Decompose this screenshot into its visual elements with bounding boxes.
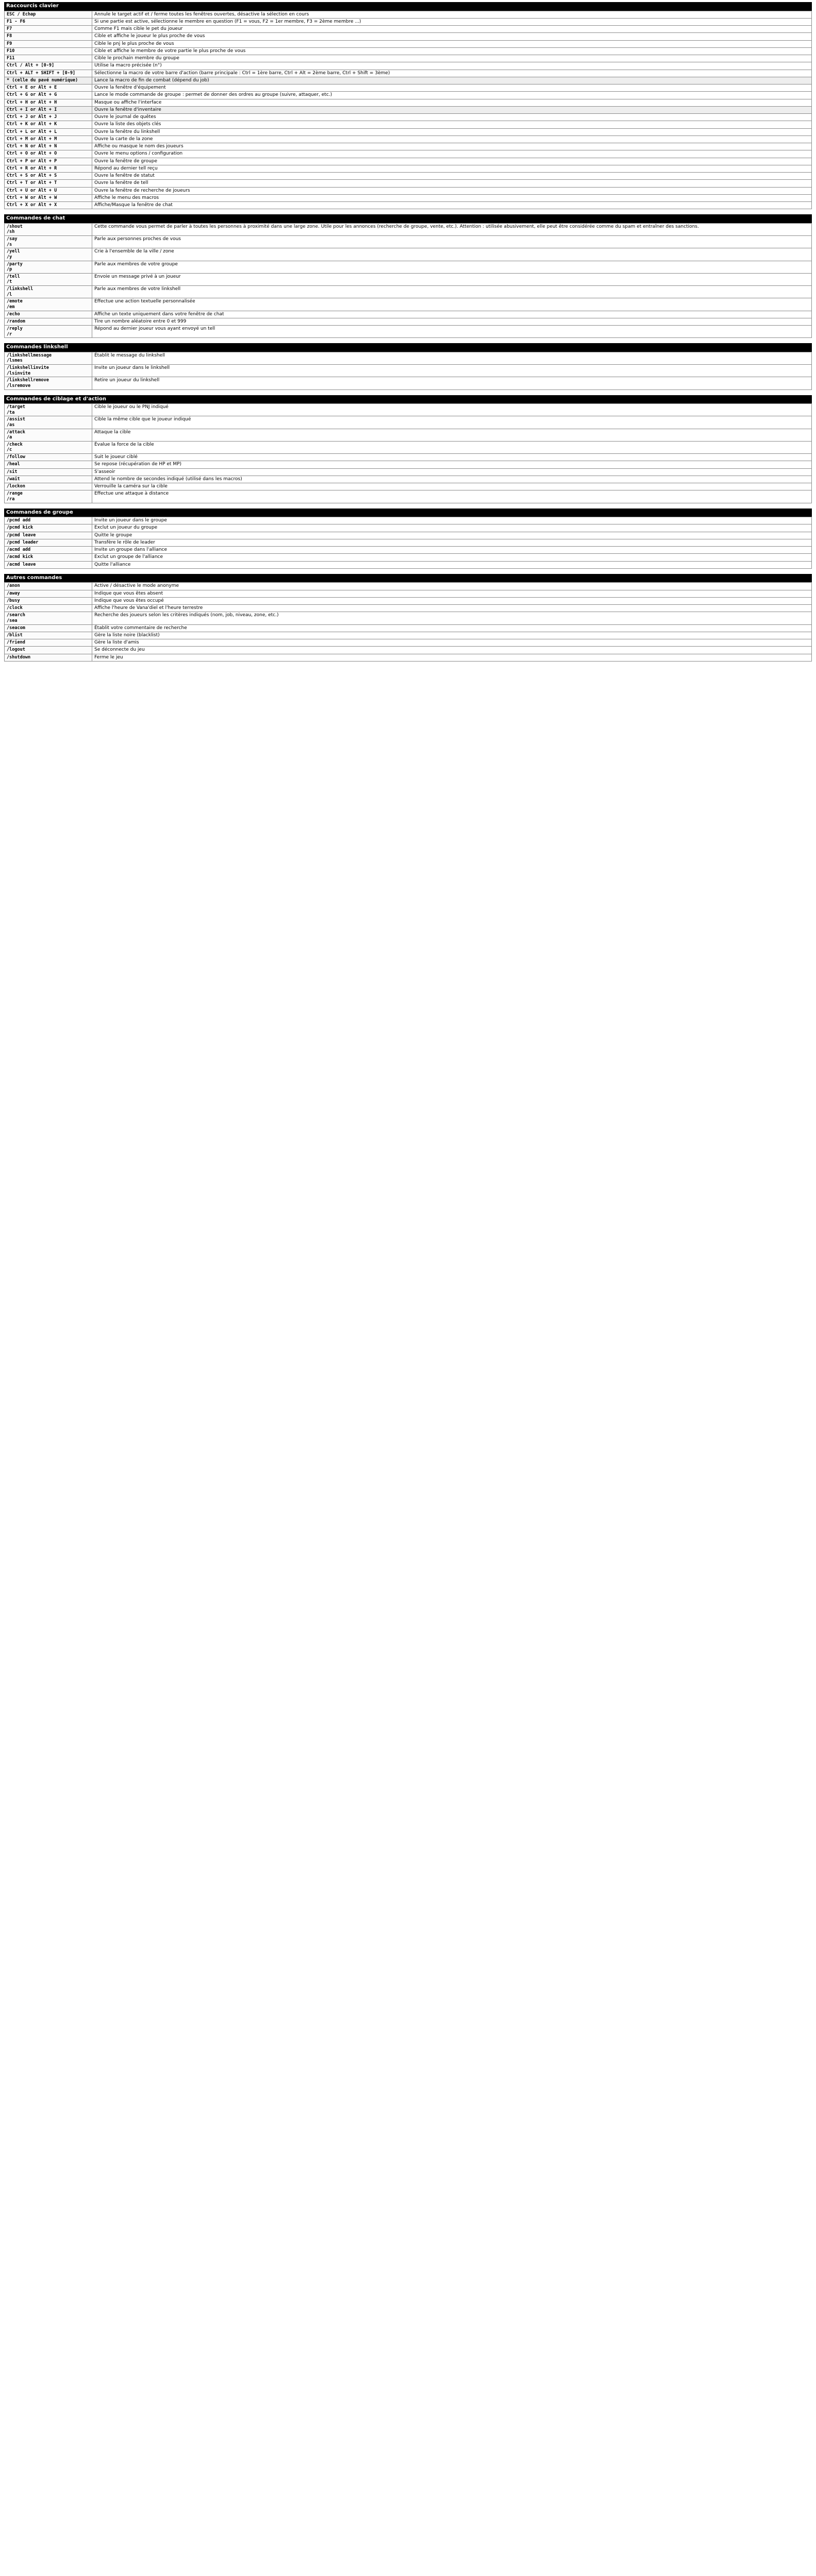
command-row: [5, 26, 812, 33]
command-row: [5, 454, 812, 461]
command-key: Ctrl + M or Alt + M: [5, 135, 92, 143]
command-description: Cible le pnj le plus proche de vous: [92, 40, 812, 47]
command-key: /follow: [5, 454, 92, 461]
command-description: Ouvre la fenêtre de statut: [92, 173, 812, 180]
section-title: Commandes linkshell: [4, 343, 812, 352]
command-description: Affiche/Masque la fenêtre de chat: [92, 202, 812, 209]
command-description: Affiche l'heure de Vana'diel et l'heure terrestre: [92, 605, 812, 612]
command-row: [5, 99, 812, 106]
command-description: Tire un nombre aléatoire entre 0 et 999: [92, 318, 812, 325]
command-description: Quitte l'alliance: [92, 561, 812, 568]
command-row: [5, 202, 812, 209]
command-key: /sit: [5, 468, 92, 476]
command-key: /linkshellremove /lsremove: [5, 377, 92, 389]
command-description: Ouvre le journal de quêtes: [92, 114, 812, 121]
command-description: Verrouille la caméra sur la cible: [92, 483, 812, 490]
command-description: Attend le nombre de secondes indiqué (utilisé dans les macros): [92, 476, 812, 483]
command-description: Ouvre la fenêtre de tell: [92, 180, 812, 187]
command-row: [5, 248, 812, 261]
command-row: [5, 352, 812, 364]
command-row: [5, 547, 812, 554]
command-key: /emote /em: [5, 298, 92, 311]
command-row: [5, 416, 812, 429]
command-key: /heal: [5, 461, 92, 468]
section-title: Commandes de chat: [4, 214, 812, 223]
command-description: Indique que vous êtes occupé: [92, 597, 812, 604]
command-row: [5, 583, 812, 590]
command-description: Annule le target actif et / ferme toutes les fenêtres ouvertes, désactive la sélection en cours: [92, 11, 812, 18]
command-key: /linkshellmessage /lsmes: [5, 352, 92, 364]
command-row: [5, 11, 812, 18]
command-row: [5, 524, 812, 532]
command-description: Sélectionne la macro de votre barre d'action (barre principale : Ctrl = 1ère barre, Ctrl + Alt = 2ème barre, Ctrl + Shift = 3ème): [92, 70, 812, 77]
command-row: [5, 461, 812, 468]
command-description: S'asseoir: [92, 468, 812, 476]
command-key: /linkshellinvite /lsinvite: [5, 365, 92, 377]
command-description: Masque ou affiche l'interface: [92, 99, 812, 106]
command-row: [5, 286, 812, 298]
command-description: Comme F1 mais cible le pet du joueur: [92, 26, 812, 33]
command-key: /pcmd leave: [5, 532, 92, 539]
command-description: Affiche le menu des macros: [92, 194, 812, 201]
command-key: /acmd leave: [5, 561, 92, 568]
command-key: /clock: [5, 605, 92, 612]
command-key: Ctrl + J or Alt + J: [5, 114, 92, 121]
command-row: [5, 639, 812, 647]
command-description: Ouvre la liste des objets clés: [92, 121, 812, 128]
command-key: /anon: [5, 583, 92, 590]
command-key: Ctrl / Alt + [0-9]: [5, 62, 92, 70]
command-description: Ouvre la carte de la zone: [92, 135, 812, 143]
command-key: Ctrl + R or Alt + R: [5, 165, 92, 172]
command-row: [5, 468, 812, 476]
command-key: /acmd add: [5, 547, 92, 554]
command-description: Se déconnecte du jeu: [92, 647, 812, 654]
command-description: Cible le prochain membre du groupe: [92, 55, 812, 62]
command-row: [5, 654, 812, 661]
command-row: [5, 561, 812, 568]
command-key: /attack /a: [5, 429, 92, 441]
command-row: [5, 605, 812, 612]
command-description: Parle aux membres de votre groupe: [92, 261, 812, 273]
command-description: Utilise la macro précisée (n°): [92, 62, 812, 70]
command-row: [5, 273, 812, 285]
command-description: Indique que vous êtes absent: [92, 590, 812, 597]
command-key: /assist /as: [5, 416, 92, 429]
command-key: /wait: [5, 476, 92, 483]
command-description: Cible et affiche le membre de votre partie le plus proche de vous: [92, 47, 812, 55]
command-description: Crie à l'ensemble de la ville / zone: [92, 248, 812, 261]
command-key: F1 - F6: [5, 18, 92, 25]
command-description: Attaque la cible: [92, 429, 812, 441]
command-description: Évalue la force de la cible: [92, 441, 812, 453]
section-keys: [4, 2, 812, 209]
command-description: Active / désactive le mode anonyme: [92, 583, 812, 590]
command-row: [5, 135, 812, 143]
command-key: /away: [5, 590, 92, 597]
command-reference-page: [4, 2, 812, 2576]
command-row: [5, 261, 812, 273]
command-key: F9: [5, 40, 92, 47]
command-description: Ouvre la fenêtre de recherche de joueurs: [92, 187, 812, 194]
command-key: /echo: [5, 311, 92, 318]
command-key: /shutdown: [5, 654, 92, 661]
command-key: /say /s: [5, 236, 92, 248]
command-description: Se repose (récupération de HP et MP): [92, 461, 812, 468]
command-row: [5, 612, 812, 624]
command-description: Lance la macro de fin de combat (dépend du job): [92, 77, 812, 84]
command-description: Parle aux personnes proches de vous: [92, 236, 812, 248]
command-row: [5, 554, 812, 561]
section-title: Commandes de groupe: [4, 509, 812, 517]
section-target: [4, 395, 812, 503]
command-description: Répond au dernier joueur vous ayant envoyé un tell: [92, 326, 812, 338]
command-row: [5, 539, 812, 546]
command-row: [5, 180, 812, 187]
command-description: Si une partie est active, sélectionne le membre en question (F1 = vous, F2 = 1er membre, F3 = 2ème membre ...): [92, 18, 812, 25]
command-key: Ctrl + O or Alt + O: [5, 150, 92, 158]
command-row: [5, 18, 812, 25]
command-row: [5, 33, 812, 40]
command-description: Transfère le rôle de leader: [92, 539, 812, 546]
command-row: [5, 476, 812, 483]
section-misc: [4, 574, 812, 662]
command-table: [4, 517, 812, 569]
command-row: [5, 318, 812, 325]
command-description: Invite un joueur dans le linkshell: [92, 365, 812, 377]
command-key: /reply /r: [5, 326, 92, 338]
command-table: [4, 223, 812, 338]
command-row: [5, 632, 812, 639]
command-row: [5, 404, 812, 416]
command-key: /random: [5, 318, 92, 325]
command-description: Invite un groupe dans l'alliance: [92, 547, 812, 554]
command-key: F10: [5, 47, 92, 55]
command-key: /linkshell /l: [5, 286, 92, 298]
command-row: [5, 647, 812, 654]
command-description: Affiche un texte uniquement dans votre fenêtre de chat: [92, 311, 812, 318]
command-row: [5, 298, 812, 311]
command-description: Exclut un joueur du groupe: [92, 524, 812, 532]
command-row: [5, 150, 812, 158]
command-key: /pcmd kick: [5, 524, 92, 532]
command-description: Ferme le jeu: [92, 654, 812, 661]
command-key: /pcmd leader: [5, 539, 92, 546]
command-row: [5, 55, 812, 62]
command-row: [5, 114, 812, 121]
command-row: [5, 223, 812, 235]
command-row: [5, 236, 812, 248]
command-row: [5, 128, 812, 135]
command-key: /seacom: [5, 624, 92, 632]
command-key: Ctrl + T or Alt + T: [5, 180, 92, 187]
command-key: Ctrl + ALT + SHIFT + [0-9]: [5, 70, 92, 77]
command-description: Cible et affiche le joueur le plus proche de vous: [92, 33, 812, 40]
command-key: Ctrl + I or Alt + I: [5, 106, 92, 113]
command-key: ESC / Echap: [5, 11, 92, 18]
command-key: /friend: [5, 639, 92, 647]
command-key: /acmd kick: [5, 554, 92, 561]
command-row: [5, 106, 812, 113]
command-key: Ctrl + U or Alt + U: [5, 187, 92, 194]
command-key: /range /ra: [5, 490, 92, 503]
command-key: /lockon: [5, 483, 92, 490]
command-description: Établit le message du linkshell: [92, 352, 812, 364]
command-row: [5, 590, 812, 597]
command-row: [5, 158, 812, 165]
command-row: [5, 143, 812, 150]
command-description: Effectue une action textuelle personnalisée: [92, 298, 812, 311]
command-key: Ctrl + K or Alt + K: [5, 121, 92, 128]
command-row: [5, 377, 812, 389]
command-description: Cette commande vous permet de parler à toutes les personnes à proximité dans une large zone. Utile pour les annonces (recherche de groupe, vente, etc.). Attention : utilisée abusivement, elle peut être considérée comme du spam et entraîner des sanctions.: [92, 223, 812, 235]
command-row: [5, 517, 812, 524]
command-description: Répond au dernier tell reçu: [92, 165, 812, 172]
command-key: Ctrl + G or Alt + G: [5, 92, 92, 99]
command-row: [5, 165, 812, 172]
section-title: Autres commandes: [4, 574, 812, 583]
command-key: Ctrl + X or Alt + X: [5, 202, 92, 209]
command-table: [4, 582, 812, 662]
command-description: Affiche ou masque le nom des joueurs: [92, 143, 812, 150]
command-key: /pcmd add: [5, 517, 92, 524]
command-description: Ouvre la fenêtre du linkshell: [92, 128, 812, 135]
command-key: * (celle du pavé numérique): [5, 77, 92, 84]
section-linkshell: [4, 343, 812, 389]
command-row: [5, 624, 812, 632]
command-table: [4, 352, 812, 390]
command-row: [5, 187, 812, 194]
command-row: [5, 365, 812, 377]
command-row: [5, 483, 812, 490]
command-description: Cible la même cible que le joueur indiqué: [92, 416, 812, 429]
command-description: Ouvre la fenêtre d'inventaire: [92, 106, 812, 113]
command-row: [5, 77, 812, 84]
command-description: Recherche des joueurs selon les critères indiqués (nom, job, niveau, zone, etc.): [92, 612, 812, 624]
command-table: [4, 11, 812, 210]
command-description: Retire un joueur du linkshell: [92, 377, 812, 389]
command-row: [5, 311, 812, 318]
section-group: [4, 509, 812, 569]
command-row: [5, 121, 812, 128]
command-row: [5, 62, 812, 70]
command-description: Effectue une attaque à distance: [92, 490, 812, 503]
command-description: Lance le mode commande de groupe : permet de donner des ordres au groupe (suivre, attaquer, etc.): [92, 92, 812, 99]
command-row: [5, 70, 812, 77]
command-description: Suit le joueur ciblé: [92, 454, 812, 461]
command-key: /target /ta: [5, 404, 92, 416]
command-row: [5, 532, 812, 539]
command-key: /shout /sh: [5, 223, 92, 235]
command-key: Ctrl + P or Alt + P: [5, 158, 92, 165]
command-description: Ouvre le menu options / configuration: [92, 150, 812, 158]
command-description: Ouvre la fenêtre de groupe: [92, 158, 812, 165]
command-key: F7: [5, 26, 92, 33]
command-row: [5, 47, 812, 55]
command-row: [5, 326, 812, 338]
command-description: Établit votre commentaire de recherche: [92, 624, 812, 632]
command-row: [5, 597, 812, 604]
command-description: Gère la liste d'amis: [92, 639, 812, 647]
command-row: [5, 441, 812, 453]
command-key: /check /c: [5, 441, 92, 453]
command-row: [5, 173, 812, 180]
command-key: /tell /t: [5, 273, 92, 285]
command-key: /party /p: [5, 261, 92, 273]
command-row: [5, 490, 812, 503]
command-row: [5, 429, 812, 441]
command-key: Ctrl + E or Alt + E: [5, 84, 92, 92]
command-description: Cible le joueur ou le PNJ indiqué: [92, 404, 812, 416]
command-key: Ctrl + L or Alt + L: [5, 128, 92, 135]
command-key: Ctrl + N or Alt + N: [5, 143, 92, 150]
command-description: Envoie un message privé à un joueur: [92, 273, 812, 285]
command-key: /logout: [5, 647, 92, 654]
section-chat: [4, 214, 812, 338]
command-row: [5, 194, 812, 201]
command-key: Ctrl + H or Alt + H: [5, 99, 92, 106]
command-row: [5, 84, 812, 92]
command-row: [5, 92, 812, 99]
command-description: Invite un joueur dans le groupe: [92, 517, 812, 524]
command-key: /search /sea: [5, 612, 92, 624]
command-description: Ouvre la fenêtre d'équipement: [92, 84, 812, 92]
command-description: Parle aux membres de votre linkshell: [92, 286, 812, 298]
command-key: Ctrl + S or Alt + S: [5, 173, 92, 180]
command-key: Ctrl + W or Alt + W: [5, 194, 92, 201]
command-table: [4, 403, 812, 503]
command-key: F8: [5, 33, 92, 40]
command-key: /yell /y: [5, 248, 92, 261]
command-description: Exclut un groupe de l'alliance: [92, 554, 812, 561]
command-key: /blist: [5, 632, 92, 639]
command-description: Quitte le groupe: [92, 532, 812, 539]
command-description: Gère la liste noire (blacklist): [92, 632, 812, 639]
command-key: /busy: [5, 597, 92, 604]
command-row: [5, 40, 812, 47]
section-title: Raccourcis clavier: [4, 2, 812, 11]
section-title: Commandes de ciblage et d'action: [4, 395, 812, 404]
command-key: F11: [5, 55, 92, 62]
